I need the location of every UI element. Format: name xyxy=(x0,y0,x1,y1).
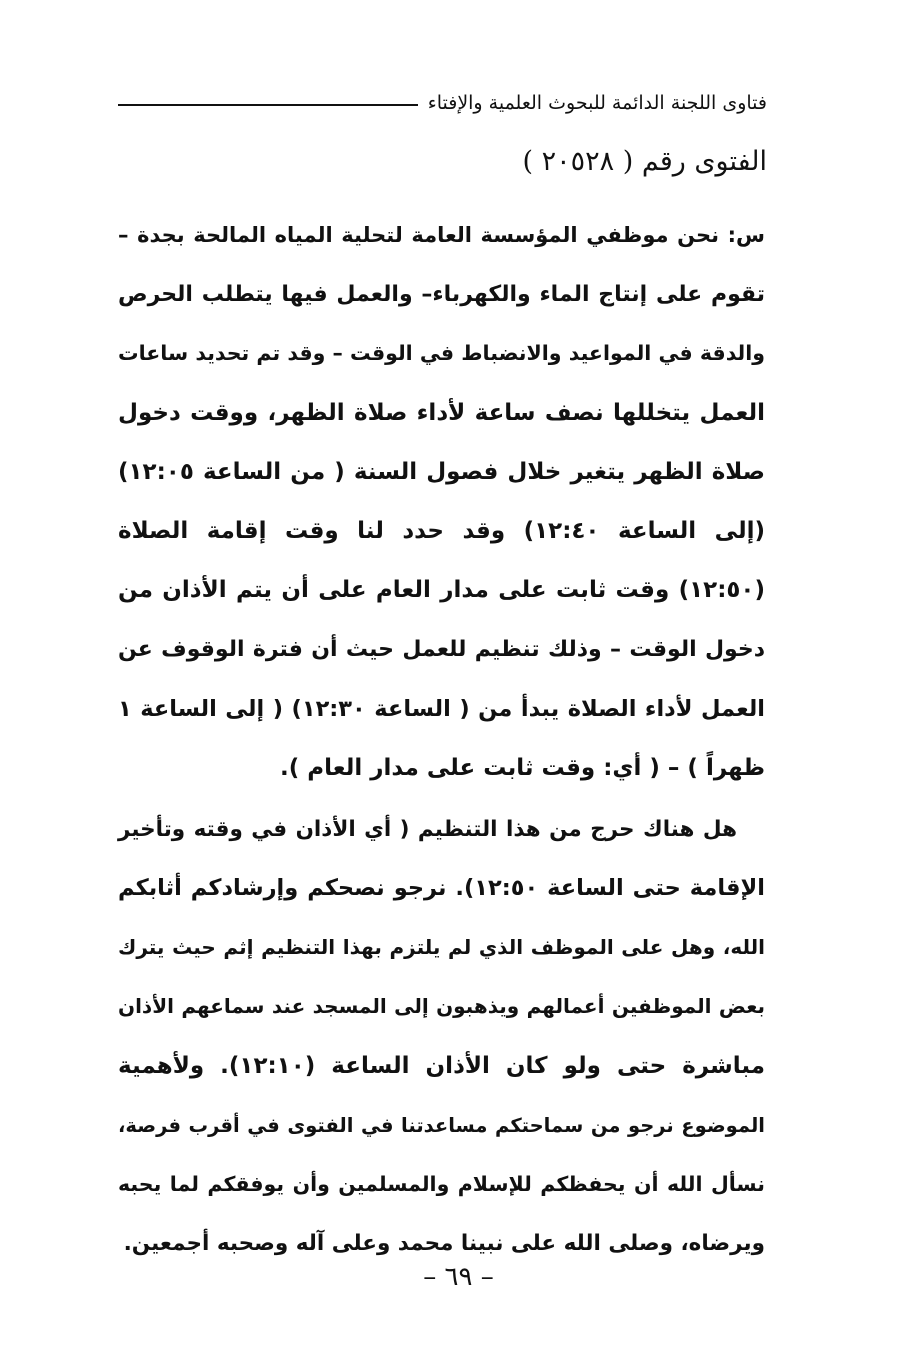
running-header xyxy=(118,92,767,114)
text-line: هل هناك حرج من هذا التنظيم ( أي الأذان في وقته وتأخير xyxy=(118,816,737,842)
question-body xyxy=(118,206,765,1273)
text-line: س: نحن موظفي المؤسسة العامة لتحلية المياه المالحة بجدة – xyxy=(118,223,765,247)
question-paragraph-1 xyxy=(118,206,765,798)
text-line: ظهراً ) – ( أي: وقت ثابت على مدار العام ). xyxy=(279,754,765,781)
text-line: بعض الموظفين أعمالهم ويذهبون إلى المسجد عند سماعهم الأذان xyxy=(118,994,765,1019)
text-line: تقوم على إنتاج الماء والكهرباء– والعمل فيها يتطلب الحرص xyxy=(118,282,765,308)
text-line: صلاة الظهر يتغير خلال فصول السنة ( من الساعة ١٢:٠٥) xyxy=(118,458,765,485)
text-line: (١٢:٥٠) وقت ثابت على مدار العام على أن يتم الأذان من xyxy=(118,577,765,604)
text-line: الإقامة حتى الساعة ١٢:٥٠). نرجو نصحكم وإرشادكم أثابكم xyxy=(118,875,765,902)
header-rule xyxy=(118,104,418,106)
header-title: فتاوى اللجنة الدائمة للبحوث العلمية والإفتاء xyxy=(427,92,767,114)
text-line: العمل يتخللها نصف ساعة لأداء صلاة الظهر، ووقت دخول xyxy=(118,399,765,426)
text-line: نسأل الله أن يحفظكم للإسلام والمسلمين وأن يوفقكم لما يحبه xyxy=(118,1172,765,1196)
page-number: – ٦٩ – xyxy=(423,1262,494,1292)
text-line: دخول الوقت – وذلك تنظيم للعمل حيث أن فترة الوقوف عن xyxy=(118,637,765,663)
text-line: مباشرة حتى ولو كان الأذان الساعة (١٢:١٠). ولأهمية xyxy=(118,1052,765,1079)
question-paragraph-2 xyxy=(118,800,765,1274)
text-line: والدقة في المواعيد والانضباط في الوقت – وقد تم تحديد ساعات xyxy=(118,341,765,366)
text-line: (إلى الساعة ١٢:٤٠) وقد حدد لنا وقت إقامة الصلاة xyxy=(118,517,765,544)
text-line: ويرضاه، وصلى الله على نبينا محمد وعلى آله وصحبه أجمعين. xyxy=(123,1231,765,1257)
text-line: الموضوع نرجو من سماحتكم مساعدتنا في الفتوى في أقرب فرصة، xyxy=(118,1113,765,1137)
text-line: الله، وهل على الموظف الذي لم يلتزم بهذا التنظيم إثم حيث يترك xyxy=(118,935,765,960)
fatwa-number: الفتوى رقم ( ٢٠٥٢٨ ) xyxy=(522,146,767,177)
text-line: العمل لأداء الصلاة يبدأ من ( الساعة ١٢:٣٠) ( إلى الساعة ١ xyxy=(118,695,766,722)
